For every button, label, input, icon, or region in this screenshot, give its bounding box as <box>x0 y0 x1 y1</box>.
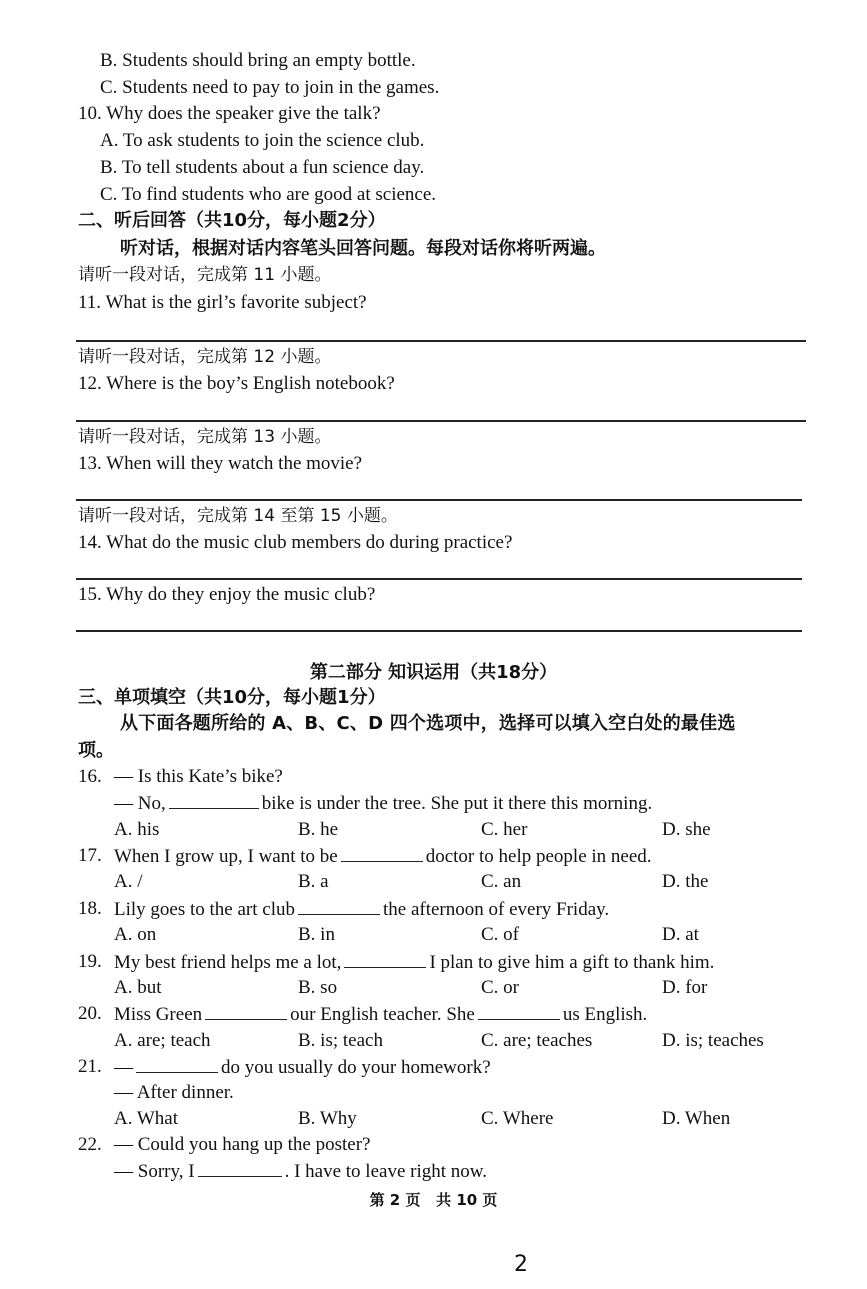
q20-line1-mid: our English teacher. She <box>290 1004 475 1025</box>
q20-line1-pre: Miss Green <box>114 1004 203 1025</box>
q18-option-b: B. in <box>298 924 335 945</box>
answer-line-15 <box>76 630 802 632</box>
question-15: 15. Why do they enjoy the music club? <box>78 584 376 605</box>
q19-line1 <box>114 949 714 976</box>
q20-blank-2[interactable] <box>478 1001 560 1020</box>
q17-option-b: B. a <box>298 871 329 892</box>
section3-instruction-line1: 从下面各题所给的 A、B、C、D 四个选项中，选择可以填入空白处的最佳选 <box>120 713 736 734</box>
section2-heading: 二、听后回答（共10分，每小题2分） <box>78 210 386 231</box>
q21-option-b: B. Why <box>298 1108 357 1129</box>
q21-option-c: C. Where <box>481 1108 554 1129</box>
q18-number: 18. <box>78 898 102 919</box>
q9-option-c: C. Students need to pay to join in the games. <box>100 77 440 98</box>
q10-question: 10. Why does the speaker give the talk? <box>78 103 381 124</box>
q17-line1 <box>114 843 652 870</box>
q21-line1-pre: — <box>114 1057 133 1078</box>
answer-line-12 <box>76 420 806 422</box>
q20-blank-1[interactable] <box>205 1001 287 1020</box>
answer-line-13 <box>76 499 802 501</box>
q19-blank[interactable] <box>344 949 426 968</box>
q10-option-c: C. To find students who are good at science. <box>100 184 437 205</box>
q17-blank[interactable] <box>341 843 423 862</box>
q20-option-a: A. are; teach <box>114 1030 211 1051</box>
listen-prompt-12: 请听一段对话，完成第 12 小题。 <box>78 347 332 367</box>
q20-option-d: D. is; teaches <box>662 1030 764 1051</box>
q21-line1 <box>114 1054 491 1081</box>
section3-instruction-line2: 项。 <box>78 740 114 761</box>
q18-option-c: C. of <box>481 924 519 945</box>
q20-line1 <box>114 1001 647 1028</box>
q10-option-b: B. To tell students about a fun science day. <box>100 157 425 178</box>
page-number: 2 <box>514 1252 528 1277</box>
q20-option-c: C. are; teaches <box>481 1030 593 1051</box>
q18-blank[interactable] <box>298 896 380 915</box>
listen-prompt-11: 请听一段对话，完成第 11 小题。 <box>78 265 332 285</box>
q18-option-d: D. at <box>662 924 699 945</box>
q21-number: 21. <box>78 1056 102 1077</box>
q19-option-a: A. but <box>114 977 162 998</box>
q22-line2-post: . I have to leave right now. <box>284 1161 488 1182</box>
q20-option-b: B. is; teach <box>298 1030 383 1051</box>
q18-line1 <box>114 896 609 923</box>
q21-line1-post: do you usually do your homework? <box>221 1057 491 1078</box>
section2-instruction: 听对话，根据对话内容笔头回答问题。每段对话你将听两遍。 <box>120 238 606 259</box>
q21-line2: — After dinner. <box>114 1082 234 1103</box>
q17-line1-pre: When I grow up, I want to be <box>114 846 338 867</box>
q22-line1: — Could you hang up the poster? <box>114 1134 371 1155</box>
q22-blank[interactable] <box>198 1158 282 1177</box>
q18-line1-pre: Lily goes to the art club <box>114 899 295 920</box>
question-12: 12. Where is the boy’s English notebook? <box>78 373 395 394</box>
q16-blank[interactable] <box>169 790 259 809</box>
q16-line1: — Is this Kate’s bike? <box>114 766 283 787</box>
q16-option-c: C. her <box>481 819 528 840</box>
q10-option-a: A. To ask students to join the science club. <box>100 130 425 151</box>
q19-line1-pre: My best friend helps me a lot, <box>114 952 342 973</box>
answer-line-14 <box>76 578 802 580</box>
q19-option-b: B. so <box>298 977 338 998</box>
question-13: 13. When will they watch the movie? <box>78 453 363 474</box>
question-11: 11. What is the girl’s favorite subject? <box>78 292 367 313</box>
q16-option-b: B. he <box>298 819 339 840</box>
question-14: 14. What do the music club members do during practice? <box>78 532 513 553</box>
q19-line1-post: I plan to give him a gift to thank him. <box>429 952 715 973</box>
q16-line2-pre: — No, <box>114 793 166 814</box>
q20-line1-post: us English. <box>562 1004 648 1025</box>
q19-number: 19. <box>78 951 102 972</box>
section3-heading: 三、单项填空（共10分，每小题1分） <box>78 687 386 708</box>
q19-option-d: D. for <box>662 977 708 998</box>
q17-option-d: D. the <box>662 871 709 892</box>
q21-option-a: A. What <box>114 1108 179 1129</box>
q18-option-a: A. on <box>114 924 157 945</box>
listen-prompt-13: 请听一段对话，完成第 13 小题。 <box>78 427 332 447</box>
answer-line-11 <box>76 340 806 342</box>
q19-option-c: C. or <box>481 977 519 998</box>
q22-number: 22. <box>78 1134 102 1155</box>
q22-line2 <box>114 1158 487 1185</box>
q9-option-b: B. Students should bring an empty bottle. <box>100 50 416 71</box>
q18-line1-post: the afternoon of every Friday. <box>382 899 610 920</box>
q16-option-d: D. she <box>662 819 711 840</box>
q20-number: 20. <box>78 1003 102 1024</box>
q17-number: 17. <box>78 845 102 866</box>
q17-line1-post: doctor to help people in need. <box>425 846 652 867</box>
q16-number: 16. <box>78 766 102 787</box>
listen-prompt-14-15: 请听一段对话，完成第 14 至第 15 小题。 <box>78 506 398 526</box>
q17-option-c: C. an <box>481 871 522 892</box>
q16-line2-post: bike is under the tree. She put it there this morning. <box>261 793 653 814</box>
q17-option-a: A. / <box>114 871 143 892</box>
page-info: 第 2 页 共 10 页 <box>369 1191 498 1209</box>
q16-option-a: A. his <box>114 819 160 840</box>
part2-title: 第二部分 知识运用（共18分） <box>309 662 558 683</box>
q16-line2 <box>114 790 652 817</box>
q21-option-d: D. When <box>662 1108 731 1129</box>
q21-blank[interactable] <box>136 1054 218 1073</box>
q22-line2-pre: — Sorry, I <box>114 1161 195 1182</box>
